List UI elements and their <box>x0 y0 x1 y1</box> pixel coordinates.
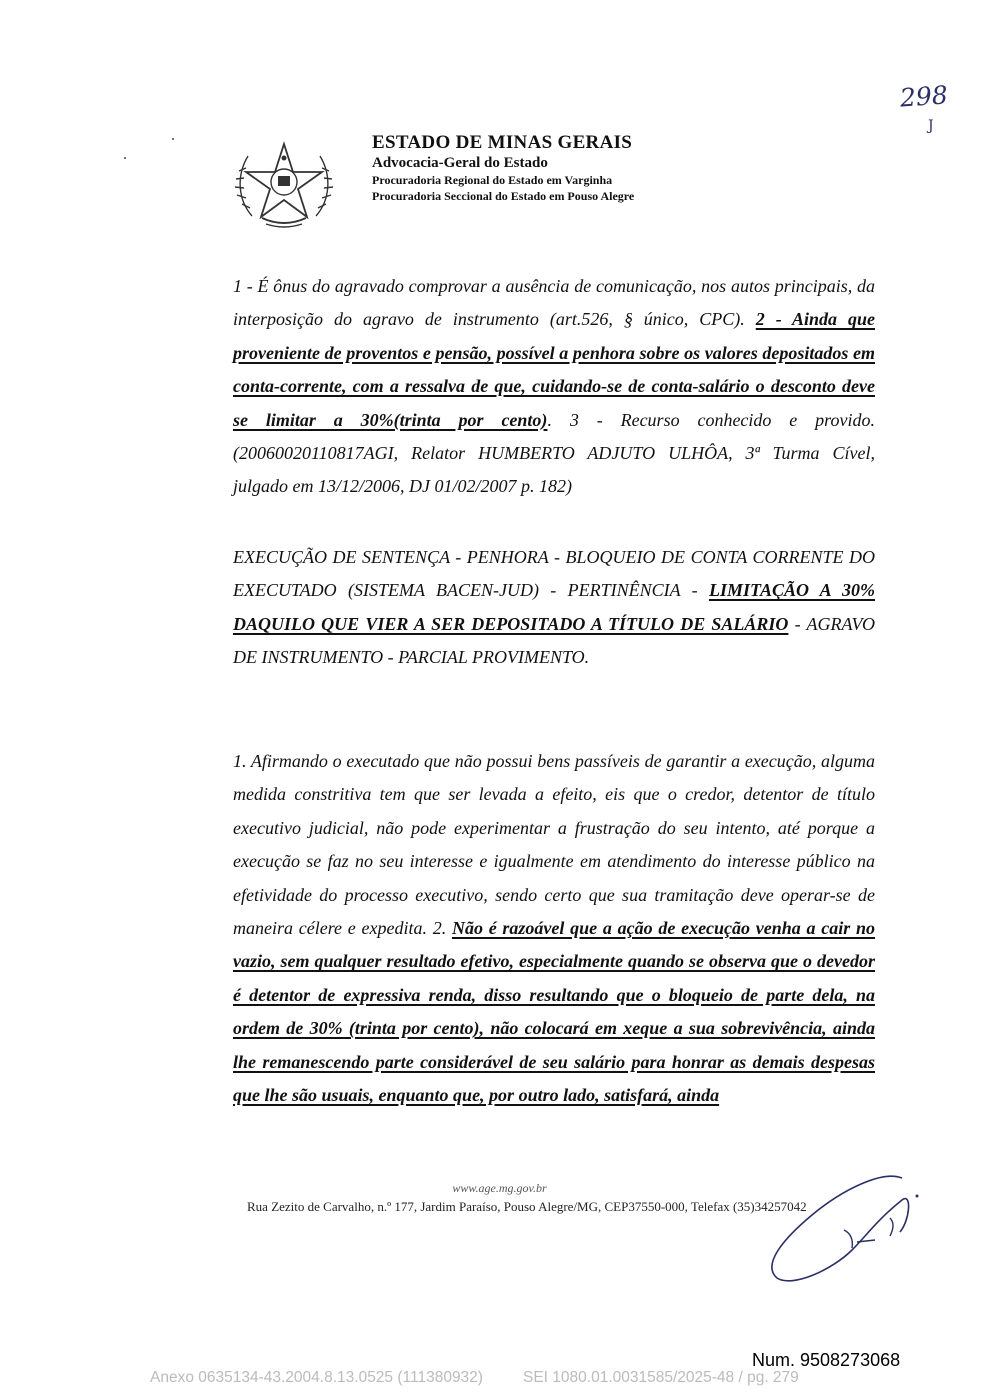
citation-1-text-a: 1 - É ônus do agravado comprovar a ausência de comunicação, nos autos principais, da interposição do agravo de instrumento (art.526, § único, CPC). <box>233 276 875 330</box>
handwritten-signature <box>762 1160 922 1290</box>
header-agency: Advocacia-Geral do Estado <box>372 155 548 171</box>
citation-paragraph-3 <box>233 745 875 1112</box>
scan-speck <box>172 138 174 140</box>
citation-2-emphasis: LIMITAÇÃO A 30% DAQUILO QUE VIER A SER DEPOSITADO A TÍTULO DE SALÁRIO <box>233 580 875 634</box>
citation-3-text-a: 1. Afirmando o executado que não possui bens passíveis de garantir a execução, alguma medida constritiva tem que ser levada a efeito, eis que o credor, detentor de título executivo judicial, não pode experimentar a frustração do seu intento, até porque a execução se faz no seu interesse e igualmente em atendimento do interesse público na efetividade do processo executivo, sendo certo que sua tramitação deve operar-se de maneira célere e expedita. 2. <box>233 751 875 939</box>
footer-address: Rua Zezito de Carvalho, n.º 177, Jardim Paraíso, Pouso Alegre/MG, CEP37550-000, Telefax (35)34257042 <box>247 1199 807 1214</box>
citation-3-emphasis: Não é razoável que a ação de execução venha a cair no vazio, sem qualquer resultado efetivo, especialmente quando se observa que o devedor é detentor de expressiva renda, disso resultando que o bloqueio de parte dela, na ordem de 30% (trinta por cento), não colocará em xeque a sua sobrevivência, ainda lhe remanescendo parte considerável de seu salário para honrar as demais despesas que lhe são usuais, enquanto que, por outro lado, satisfará, ainda <box>233 918 876 1106</box>
citation-2-text-a: EXECUÇÃO DE SENTENÇA - PENHORA - BLOQUEIO DE CONTA CORRENTE DO EXECUTADO (SISTEMA BACEN-JUD) - PERTINÊNCIA - <box>233 547 875 601</box>
footer-website: www.age.mg.gov.br <box>452 1181 547 1195</box>
annex-stamp <box>150 1369 799 1387</box>
document-number: Num. 9508273068 <box>752 1350 901 1370</box>
header-office-seccional: Procuradoria Seccional do Estado em Pouso Alegre <box>372 189 635 203</box>
sei-reference: SEI 1080.01.0031585/2025-48 / pg. 279 <box>523 1369 799 1386</box>
citation-1-emphasis: 2 - Ainda que proveniente de proventos e pensão, possível a penhora sobre os valores depositados em conta-corrente, com a ressalva de que, cuidando-se de conta-salário o desconto deve se limitar a 30%(trinta por cento) <box>233 309 876 430</box>
annex-reference: Anexo 0635134-43.2004.8.13.0525 (111380932) <box>150 1369 483 1386</box>
citation-paragraph-1 <box>233 270 875 504</box>
handwritten-page-mark: J <box>928 118 934 134</box>
scan-speck <box>124 157 126 159</box>
citation-2-text-c: - AGRAVO DE INSTRUMENTO - PARCIAL PROVIMENTO. <box>233 613 876 668</box>
header-state: ESTADO DE MINAS GERAIS <box>372 132 633 153</box>
header-office-regional: Procuradoria Regional do Estado em Varginha <box>372 173 613 187</box>
citation-1-text-c: . 3 - Recurso conhecido e provido. (20060020110817AGI, Relator HUMBERTO ADJUTO ULHÔA, 3ª Turma Cível, julgado em 13/12/2006, DJ 01/02/2007 p. 182) <box>233 409 876 497</box>
state-crest-icon <box>232 138 336 230</box>
handwritten-page-number: 298 <box>899 80 949 113</box>
citation-paragraph-2 <box>233 541 875 675</box>
